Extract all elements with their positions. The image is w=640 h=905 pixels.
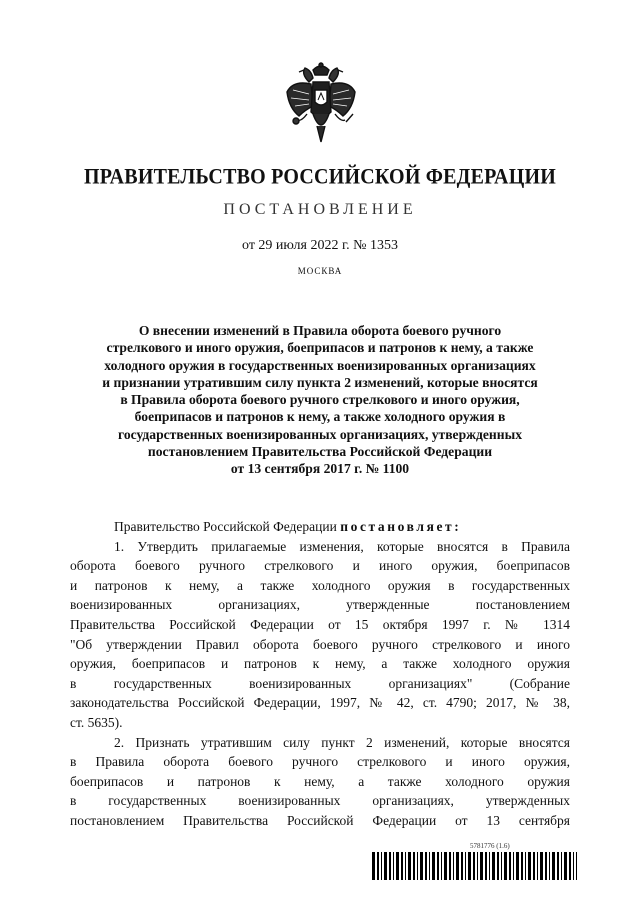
subject-line: постановлением Правительства Российской Федерации bbox=[147, 444, 493, 460]
body-line: оружия, боеприпасов и патронов к нему, а также холодного оружия bbox=[70, 656, 570, 672]
body-intro bbox=[70, 517, 570, 537]
body-line: и патронов к нему, а также холодного оружия в государственных bbox=[70, 577, 570, 593]
document-date-number: от 29 июля 2022 г. № 1353 bbox=[242, 238, 398, 253]
document-code: 5781776 (1.6) bbox=[470, 842, 510, 850]
russian-emblem-icon bbox=[283, 60, 359, 144]
subject-line: государственных военизированных организациях, утвержденных bbox=[117, 426, 522, 442]
body-line: 1. Утвердить прилагаемые изменения, которые вносятся в Правила bbox=[114, 538, 570, 554]
body-line: оборота боевого ручного стрелкового и иного оружия, боеприпасов bbox=[70, 558, 570, 574]
document-city: МОСКВА bbox=[297, 266, 343, 276]
subject-line: О внесении изменений в Правила оборота боевого ручного bbox=[138, 323, 502, 338]
subject-line: от 13 сентября 2017 г. № 1100 bbox=[230, 461, 410, 477]
document-type: ПОСТАНОВЛЕНИЕ bbox=[223, 201, 417, 218]
body-line: Правительства Российской Федерации от 15 октября 1997 г. № 1314 bbox=[70, 616, 570, 632]
body-line: ст. 5635). bbox=[70, 714, 123, 730]
body-line: в государственных военизированных организациях, утвержденных bbox=[70, 793, 570, 809]
subject-line: и признании утратившим силу пункта 2 изменений, которые вносятся bbox=[102, 374, 538, 390]
barcode-icon bbox=[372, 852, 577, 880]
body-line: постановлением Правительства Российской Федерации от 13 сентября bbox=[70, 812, 570, 828]
body-line: "Об утверждении Правил оборота боевого ручного стрелкового и иного bbox=[70, 636, 570, 652]
document-body bbox=[70, 517, 570, 831]
document-subject bbox=[70, 322, 570, 478]
intro-decree-word: постановляет: bbox=[340, 519, 462, 534]
subject-line: в Правила оборота боевого ручного стрелкового и иного оружия, bbox=[120, 392, 520, 408]
subject-line: холодного оружия в государственных военизированных организациях bbox=[104, 357, 536, 373]
body-line: в государственных военизированных организациях" (Собрание bbox=[70, 675, 570, 691]
body-line: военизированных организациях, утвержденные постановлением bbox=[70, 597, 570, 613]
body-line: законодательства Российской Федерации, 1997, № 42, ст. 4790; 2017, № 38, bbox=[70, 695, 570, 711]
body-line: 2. Признать утратившим силу пункт 2 изменений, которые вносятся bbox=[114, 734, 570, 750]
body-line: в Правила оборота боевого ручного стрелкового и иного оружия, bbox=[70, 754, 570, 770]
subject-line: стрелкового и иного оружия, боеприпасов и патронов к нему, а также bbox=[106, 340, 534, 356]
body-line: боеприпасов и патронов к нему, а также холодного оружия bbox=[70, 773, 570, 789]
government-title: ПРАВИТЕЛЬСТВО РОССИЙСКОЙ ФЕДЕРАЦИИ bbox=[84, 164, 556, 190]
subject-line: боеприпасов и патронов к нему, а также холодного оружия в bbox=[134, 409, 506, 425]
intro-prefix: Правительство Российской Федерации bbox=[114, 519, 341, 534]
